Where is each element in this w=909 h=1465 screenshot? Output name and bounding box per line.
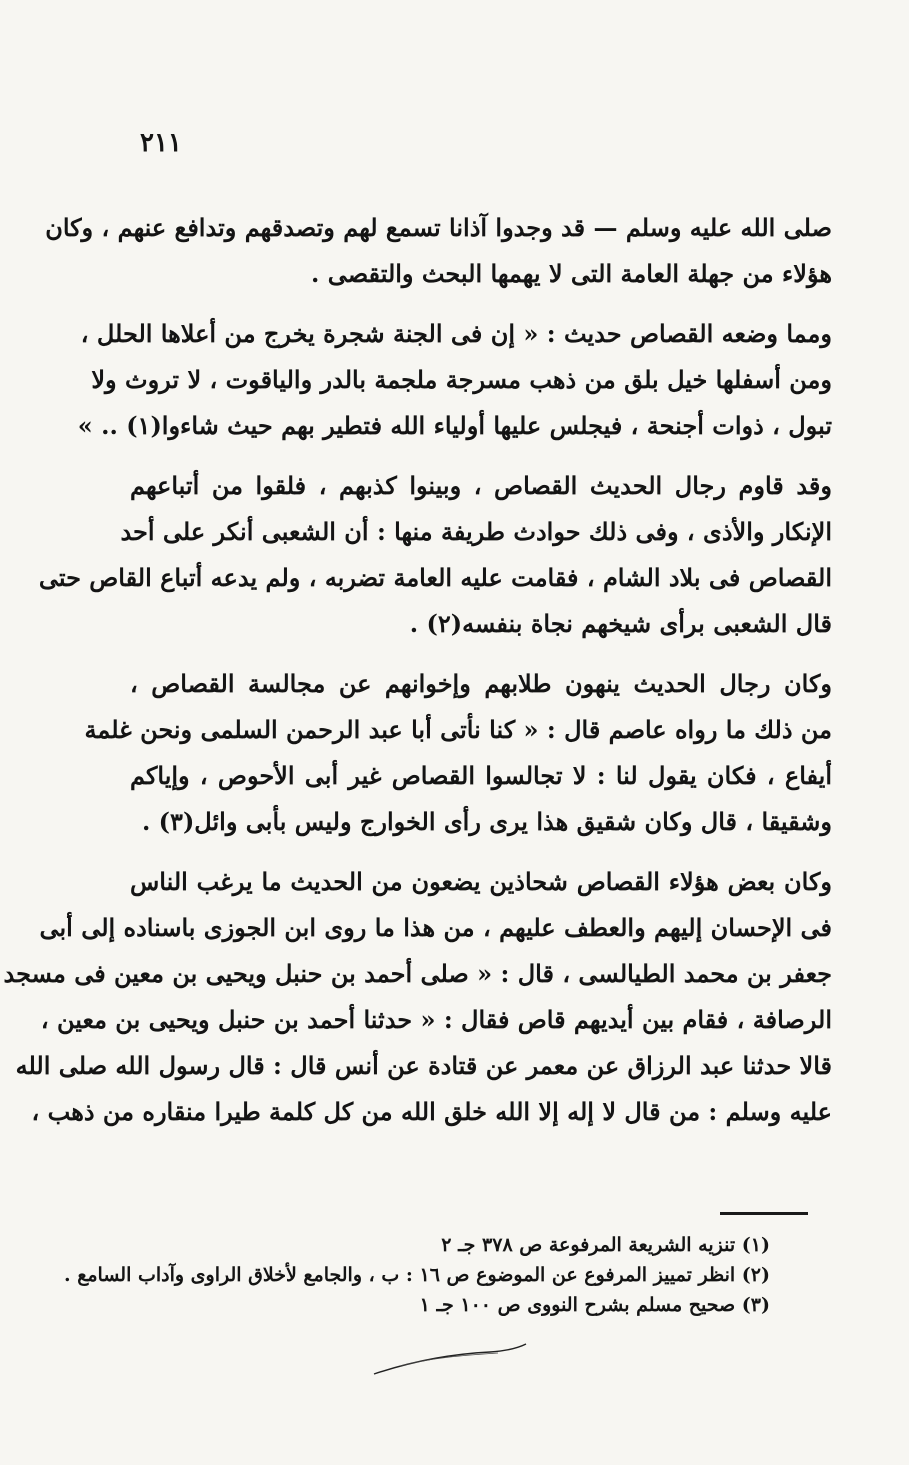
text-line: تبول ، ذوات أجنحة ، فيجلس عليها أولياء الله فتطير بهم حيث شاءوا(١) .. »	[77, 411, 832, 440]
footnote-1: (١) تنزيه الشريعة المرفوعة ص ٣٧٨ جـ ٢	[441, 1234, 770, 1256]
text-line: القصاص فى بلاد الشام ، فقامت عليه العامة تضربه ، ولم يدعه أتباع القاص حتى	[38, 563, 832, 592]
text-line: أيفاع ، فكان يقول لنا : لا تجالسوا القصاص غير أبى الأحوص ، وإياكم	[130, 761, 832, 790]
text-line: وشقيقا ، قال وكان شقيق هذا يرى رأى الخوارج وليس بأبى وائل(٣) .	[141, 807, 832, 836]
paragraph-3	[38, 463, 832, 647]
text-line: هؤلاء من جهلة العامة التى لا يهمها البحث والتقصى .	[311, 259, 832, 288]
paragraph-5	[3, 859, 832, 1135]
main-text	[3, 205, 832, 1149]
page-number: ٢١١	[140, 128, 182, 158]
text-line: قالا حدثنا عبد الرزاق عن معمر عن قتادة عن أنس قال : قال رسول الله صلى الله	[15, 1051, 832, 1080]
footnote-3: (٣) صحيح مسلم بشرح النووى ص ١٠٠ جـ ١	[419, 1294, 770, 1316]
text-line: وكان بعض هؤلاء القصاص شحاذين يضعون من الحديث ما يرغب الناس	[130, 867, 832, 896]
paragraph-2	[77, 311, 832, 449]
text-line: الرصافة ، فقام بين أيديهم قاص فقال : « حدثنا أحمد بن حنبل ويحيى بن معين ،	[40, 1005, 832, 1034]
flourish-ornament	[370, 1340, 530, 1380]
paragraph-4	[84, 661, 832, 845]
footnote-2: (٢) انظر تمييز المرفوع عن الموضوع ص ١٦ : ب ، والجامع لأخلاق الراوى وآداب السامع .	[64, 1264, 770, 1286]
text-line: فى الإحسان إليهم والعطف عليهم ، من هذا ما روى ابن الجوزى باسناده إلى أبى	[39, 913, 832, 942]
text-line: من ذلك ما رواه عاصم قال : « كنا نأتى أبا عبد الرحمن السلمى ونحن غلمة	[84, 715, 832, 744]
paragraph-1	[45, 205, 832, 297]
text-line: وقد قاوم رجال الحديث القصاص ، وبينوا كذبهم ، فلقوا من أتباعهم	[130, 471, 832, 500]
text-line: قال الشعبى برأى شيخهم نجاة بنفسه(٢) .	[409, 609, 832, 638]
text-line: صلى الله عليه وسلم — قد وجدوا آذانا تسمع لهم وتصدقهم وتدافع عنهم ، وكان	[45, 213, 832, 242]
footnotes	[64, 1230, 770, 1320]
text-line: عليه وسلم : من قال لا إله إلا الله خلق الله من كل كلمة طيرا منقاره من ذهب ،	[31, 1097, 832, 1126]
footnote-separator	[720, 1212, 808, 1215]
text-line: ومن أسفلها خيل بلق من ذهب مسرجة ملجمة بالدر والياقوت ، لا تروث ولا	[91, 365, 832, 394]
text-line: جعفر بن محمد الطيالسى ، قال : « صلى أحمد بن حنبل ويحيى بن معين فى مسجد	[3, 959, 832, 988]
text-line: الإنكار والأذى ، وفى ذلك حوادث طريفة منها : أن الشعبى أنكر على أحد	[120, 517, 832, 546]
text-line: ومما وضعه القصاص حديث : « إن فى الجنة شجرة يخرج من أعلاها الحلل ،	[80, 319, 832, 348]
text-line: وكان رجال الحديث ينهون طلابهم وإخوانهم عن مجالسة القصاص ،	[130, 669, 832, 698]
